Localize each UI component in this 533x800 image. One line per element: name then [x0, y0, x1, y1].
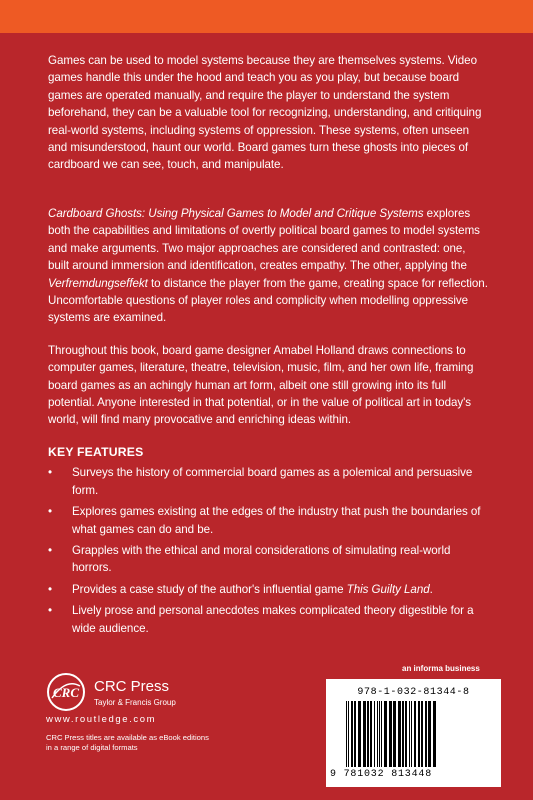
isbn-bottom-text: 9 781032 813448 [330, 769, 433, 780]
ebook-availability-note: CRC Press titles are available as eBook editions in a range of digital formats [46, 733, 209, 752]
barcode-bar [409, 701, 410, 767]
isbn-top-text: 978-1-032-81344-8 [357, 687, 470, 698]
description-paragraph-3: Throughout this book, board game designer Amabel Holland draws connections to computer games, literature, theatre, television, music, film, and her own life, framing board games as an achingly human art form, albeit one still growing into its full potential. Anyone interested in that potential, or in the value of political art in today's world, will find many provocative and enriching ideas within. [48, 343, 474, 427]
paragraph-2-text-a: explores both the capabilities and limitations of overtly political board games to model systems and make arguments. Two major approaches are considered and contrasted: one, built around immersion and identification, creates empathy. The other, applying the [48, 207, 480, 273]
feature-item-2: • Explores games existing at the edges of the industry that push the boundaries of what games can do and be. [48, 503, 488, 538]
barcode-bar [418, 701, 420, 767]
top-color-band [0, 0, 533, 33]
barcode-bar [363, 701, 366, 767]
feature-4-text: Provides a case study of the author's influential game [72, 582, 347, 596]
barcode-bar [405, 701, 407, 767]
key-features-list [48, 464, 488, 637]
informa-tagline: an informa business [402, 664, 480, 673]
barcode-bar [414, 701, 416, 767]
barcode-bar [433, 701, 436, 767]
barcode-bar [393, 701, 396, 767]
barcode-bar [402, 701, 404, 767]
barcode-bar [421, 701, 423, 767]
barcode-bar [379, 701, 380, 767]
barcode-bar [351, 701, 353, 767]
description-paragraph-2 [48, 205, 488, 327]
paragraph-2-text-b: to distance the player from the game, creating space for reflection. Uncomfortable questions of player roles and complicity when modelling oppressive systems are examined. [48, 276, 488, 325]
barcode-bar [377, 701, 378, 767]
barcode-bar [358, 701, 361, 767]
book-title: Cardboard Ghosts: Using Physical Games to Model and Critique Systems [48, 207, 424, 220]
barcode-bar [370, 701, 372, 767]
barcode-bar [389, 701, 392, 767]
verfremdungseffekt-term: Verfremdungseffekt [48, 276, 148, 290]
description-paragraph-1: Games can be used to model systems because they are themselves systems. Video games handle this under the hood and teach you as you play, but because board games are operated manually, and require the player to understand the system beforehand, they can be a valuable tool for recognizing, understanding, and critiquing real-world systems, including systems of oppression. These systems, often unseen and misunderstood, haunt our world. Board games turn these ghosts into pieces of cardboard we can see, touch, and manipulate. [48, 54, 482, 172]
barcode-bar [367, 701, 369, 767]
crc-logo-icon [46, 672, 86, 712]
feature-item-5: • Lively prose and personal anecdotes makes complicated theory digestible for a wide audience. [48, 602, 488, 637]
key-features-heading: KEY FEATURES [48, 444, 144, 459]
game-title: This Guilty Land [346, 582, 430, 596]
barcode-bar [411, 701, 412, 767]
publisher-website: www.routledge.com [46, 714, 157, 725]
barcode-bar [348, 701, 349, 767]
barcode-bar [425, 701, 427, 767]
crc-logo-letters: CRC [52, 685, 80, 700]
barcode-bar [428, 701, 431, 767]
feature-item-1: • Surveys the history of commercial board games as a polemical and persuasive form. [48, 464, 488, 499]
barcode-bar [381, 701, 382, 767]
isbn-barcode [326, 679, 501, 787]
feature-4-end: . [429, 582, 433, 596]
back-cover-text [48, 52, 488, 641]
barcode-bar [346, 701, 347, 767]
publisher-group: Taylor & Francis Group [94, 698, 176, 707]
barcode-bar [398, 701, 401, 767]
barcode-bar [374, 701, 375, 767]
publisher-name: CRC Press [94, 678, 170, 695]
feature-item-3: • Grapples with the ethical and moral considerations of simulating real-world horrors. [48, 542, 488, 577]
barcode-bars [346, 701, 488, 767]
barcode-bar [384, 701, 387, 767]
barcode-bar [354, 701, 356, 767]
feature-item-4 [48, 581, 488, 598]
